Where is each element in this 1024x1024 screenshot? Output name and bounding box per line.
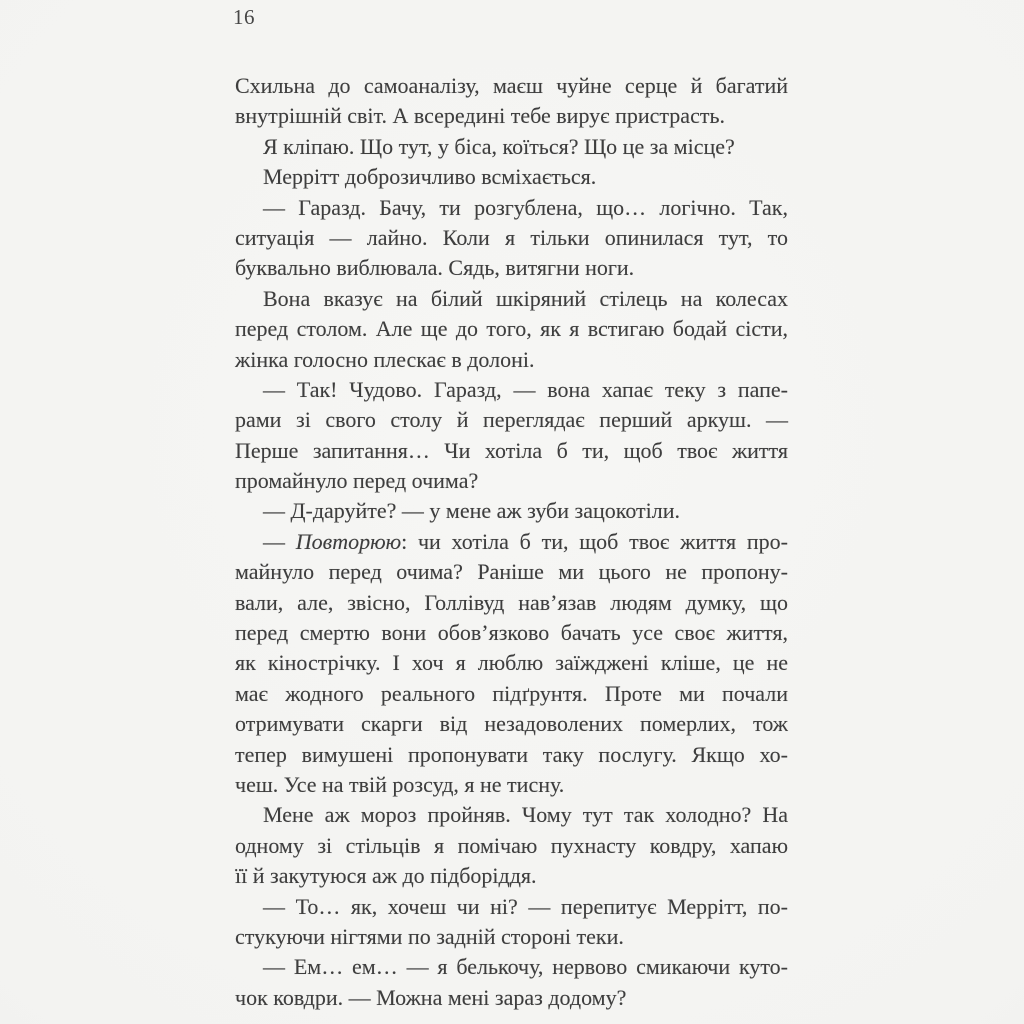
text-line	[235, 162, 788, 192]
text-line-content: як кінострічку. І хоч я люблю заїжджені кліше, це не	[235, 650, 788, 676]
text-line-content	[263, 529, 788, 554]
text-line	[235, 284, 788, 314]
text-line	[235, 436, 788, 466]
paragraph	[235, 800, 788, 891]
text-line-content: її й закутуюся аж до підборіддя.	[235, 863, 537, 889]
text-line-content: промайнуло перед очима?	[235, 468, 479, 494]
text-line-content: буквально виблювала. Сядь, витягни ноги.	[235, 255, 635, 281]
text-line-content: Меррітт доброзичливо всміхається.	[263, 164, 597, 190]
text-line-content: Мене аж мороз пройняв. Чому тут так холодно? На	[263, 802, 788, 828]
paragraph	[235, 162, 788, 192]
text-line-content: — Ем… ем… — я белькочу, нервово смикаючи куто-	[263, 954, 788, 980]
paragraph	[235, 952, 788, 1013]
text-line-content: — Д-даруйте? — у мене аж зуби зацокотіли.	[263, 498, 681, 524]
text-line	[235, 679, 788, 709]
text-line	[235, 770, 788, 800]
text-line	[235, 314, 788, 344]
text-line-content: Перше запитання… Чи хотіла б ти, щоб твоє життя	[235, 437, 788, 463]
italic-text-segment: Повторюю	[295, 528, 402, 554]
paragraph	[235, 284, 788, 375]
text-line	[235, 101, 788, 131]
text-line-content: тепер вимушені пропонувати таку послугу. Якщо хо-	[235, 741, 788, 767]
text-line	[235, 800, 788, 830]
text-line-content: стукуючи нігтями по задній стороні теки.	[235, 923, 624, 949]
text-segment: : чи хотіла б ти, щоб твоє життя про-	[401, 528, 788, 554]
paragraph	[235, 71, 788, 132]
text-line-content: внутрішній світ. А всередині тебе вирує пристрасть.	[235, 103, 725, 129]
paragraph	[235, 892, 788, 953]
text-line	[235, 983, 788, 1013]
body-text-block	[235, 71, 788, 1013]
text-line-content: має жодного реального підґрунтя. Проте ми почали	[235, 680, 788, 706]
text-line	[235, 588, 788, 618]
text-line	[235, 71, 788, 101]
paragraph	[235, 193, 788, 284]
text-line	[235, 405, 788, 435]
text-line	[235, 557, 788, 587]
text-line-content: жінка голосно плескає в долоні.	[235, 346, 535, 372]
text-line-content: — Гаразд. Бачу, ти розгублена, що… логічно. Так,	[263, 194, 788, 220]
text-line-content: одному зі стільців я помічаю пухнасту ковдру, хапаю	[235, 832, 788, 858]
text-line	[235, 527, 788, 557]
text-line-content: — То… як, хочеш чи ні? — перепитує Меррітт, по-	[263, 893, 788, 919]
text-line	[235, 193, 788, 223]
text-line-content: Вона вказує на білий шкіряний стілець на колесах	[263, 285, 788, 311]
text-line-content: рами зі свого столу й переглядає перший аркуш. —	[235, 407, 788, 433]
text-line	[235, 709, 788, 739]
paragraph	[235, 527, 788, 801]
text-line	[235, 892, 788, 922]
text-line-content: чок ковдри. — Можна мені зараз додому?	[235, 984, 627, 1010]
text-line-content: перед столом. Але ще до того, як я встигаю бодай сісти,	[235, 316, 788, 342]
text-line	[235, 648, 788, 678]
text-line	[235, 831, 788, 861]
text-line-content: — Так! Чудово. Гаразд, — вона хапає теку з папе-	[263, 376, 788, 402]
text-line	[235, 466, 788, 496]
text-line	[235, 132, 788, 162]
text-line	[235, 345, 788, 375]
text-line	[235, 223, 788, 253]
paragraph	[235, 375, 788, 497]
text-line-content: чеш. Усе на твій розсуд, я не тисну.	[235, 771, 565, 797]
text-line-content: Я кліпаю. Що тут, у біса, коїться? Що це за місце?	[263, 133, 735, 159]
text-line-content: майнуло перед очима? Раніше ми цього не пропону-	[235, 559, 788, 585]
text-line	[235, 496, 788, 526]
text-line	[235, 618, 788, 648]
page-number: 16	[233, 5, 255, 29]
paragraph	[235, 132, 788, 162]
text-line	[235, 952, 788, 982]
text-line-content: ситуація — лайно. Коли я тільки опинилася тут, то	[235, 224, 788, 250]
text-line	[235, 740, 788, 770]
text-line	[235, 253, 788, 283]
paragraph	[235, 496, 788, 526]
text-line-content: Схильна до самоаналізу, маєш чуйне серце й багатий	[235, 73, 788, 98]
text-line-content: вали, але, звісно, Голлівуд нав’язав людям думку, що	[235, 589, 788, 615]
text-segment: —	[263, 528, 296, 554]
text-line-content: перед смертю вони обов’язково бачать усе своє життя,	[235, 620, 788, 646]
text-line	[235, 375, 788, 405]
text-line	[235, 861, 788, 891]
text-line-content: отримувати скарги від незадоволених померлих, тож	[235, 711, 788, 737]
text-line	[235, 922, 788, 952]
